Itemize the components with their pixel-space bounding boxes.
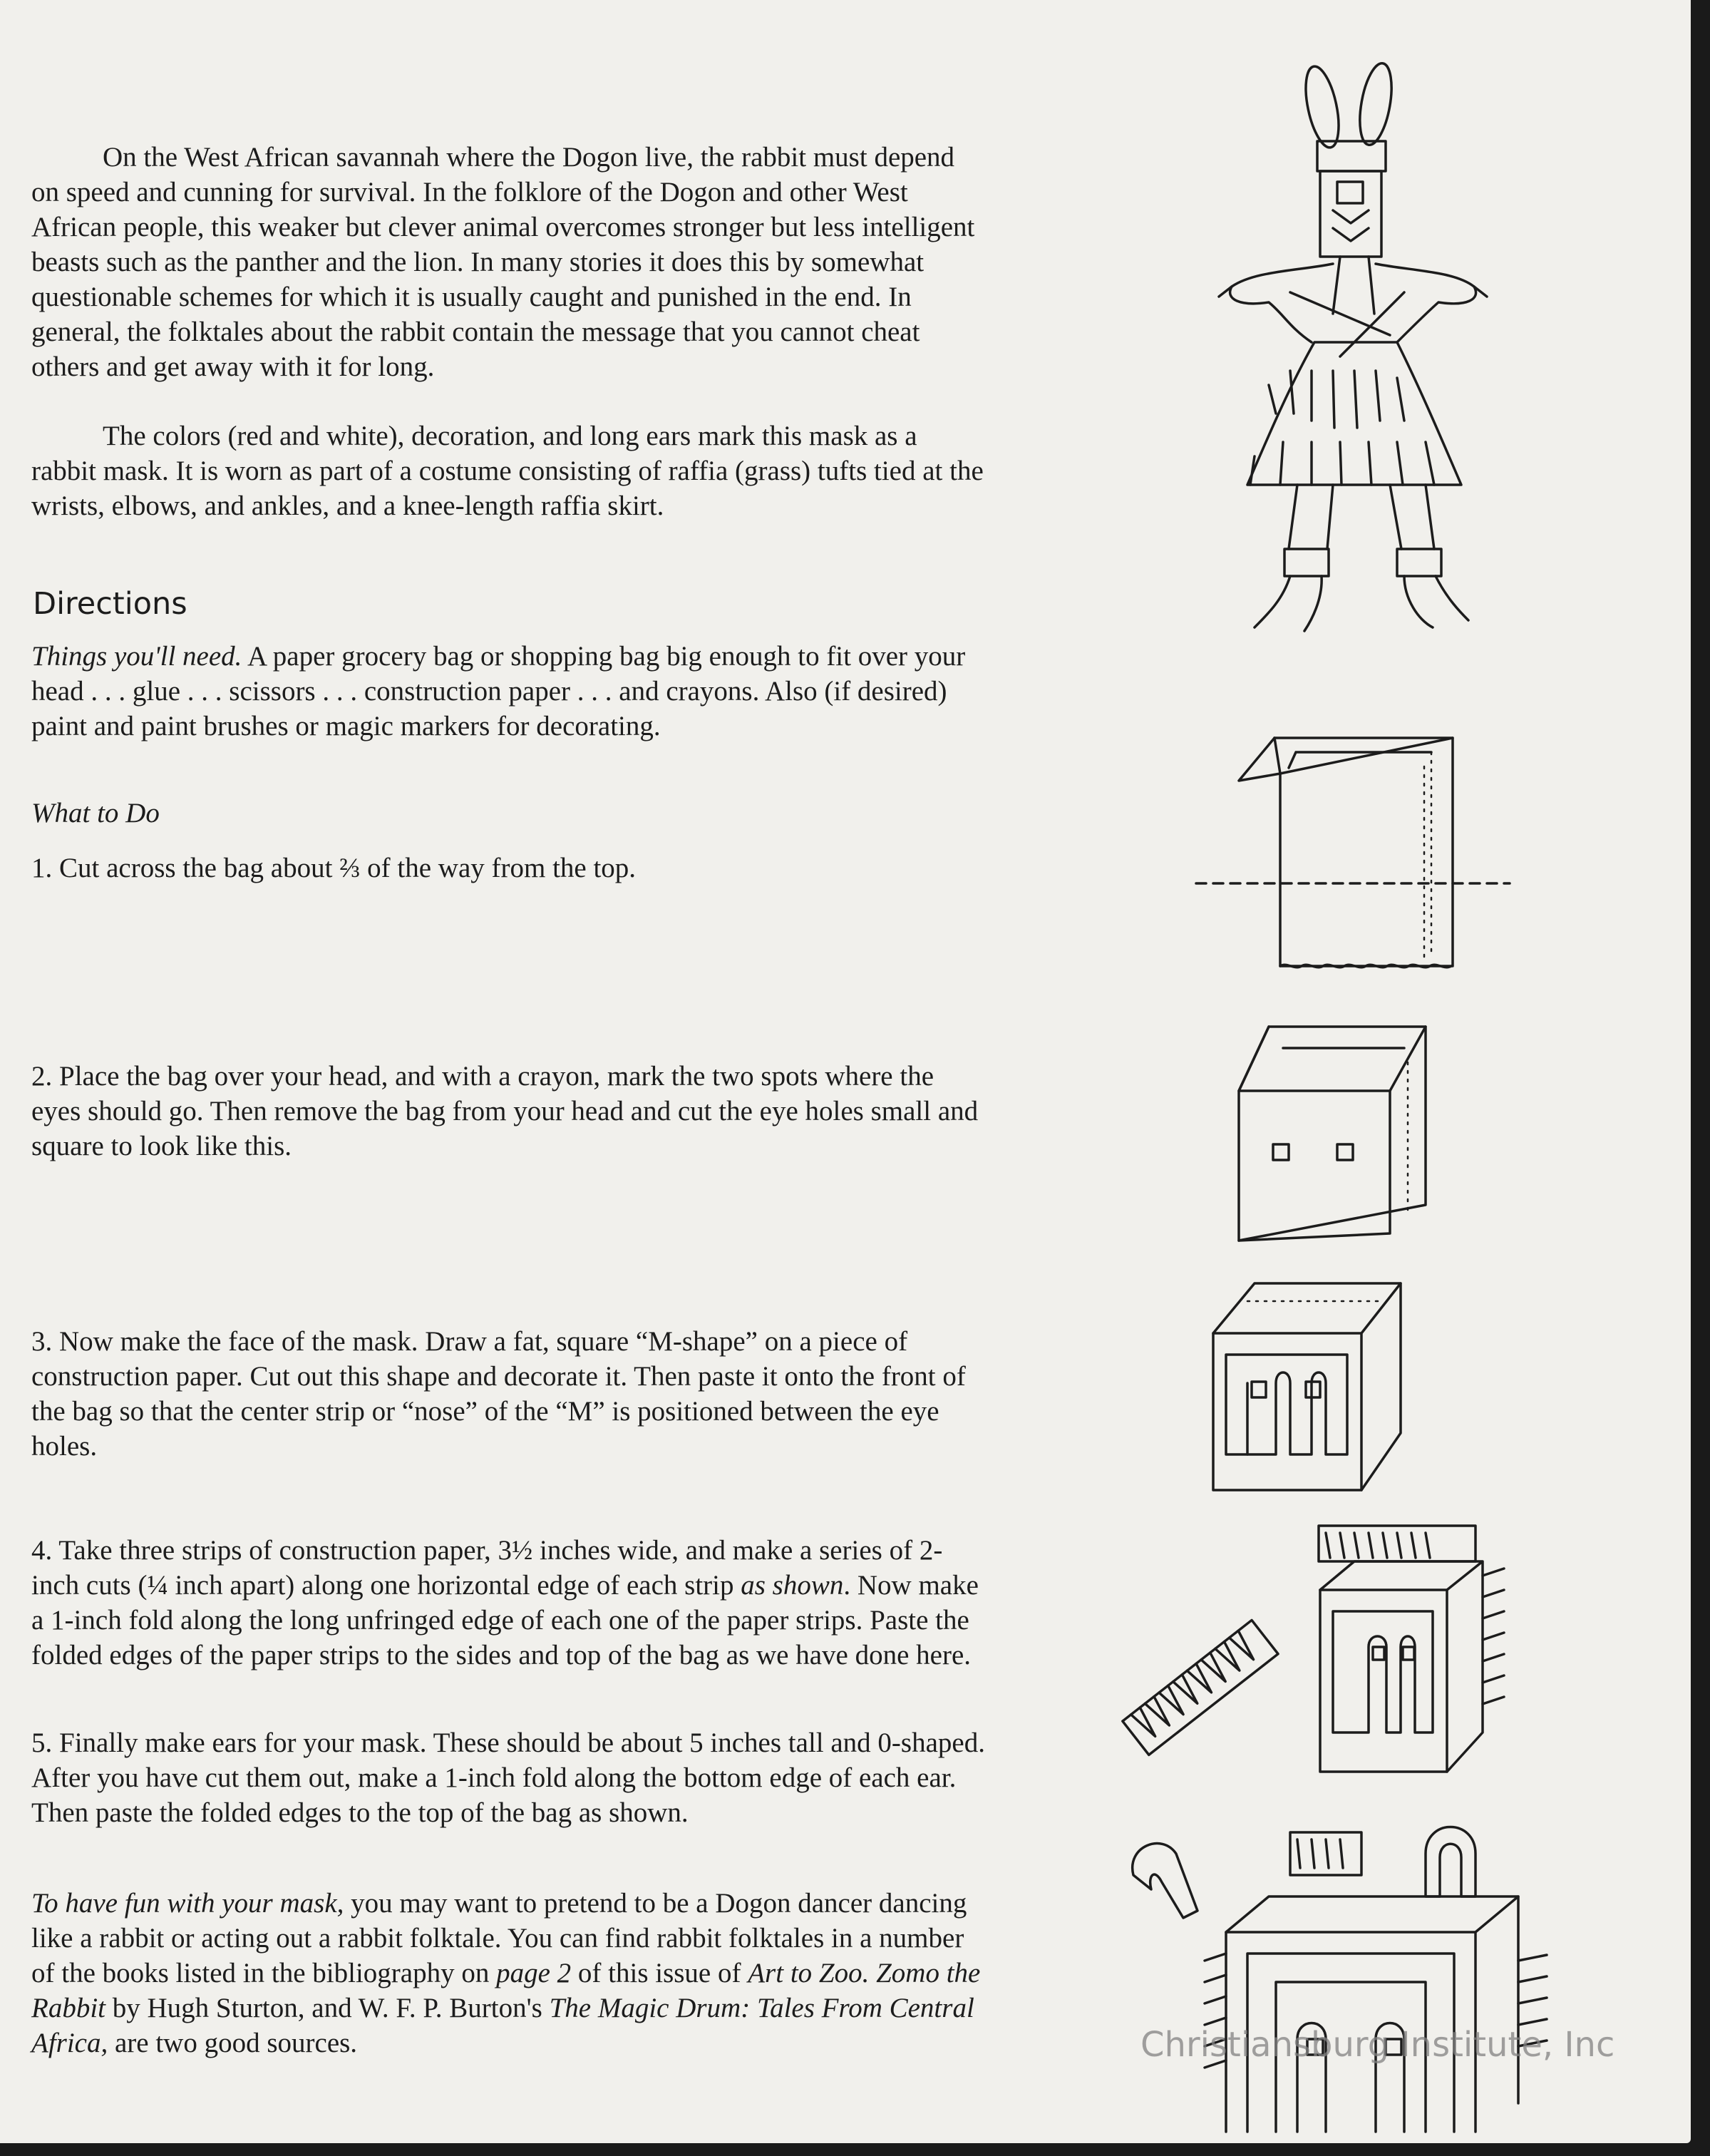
step-2: 2. Place the bag over your head, and with a crayon, mark the two spots where the eyes should go. Then remove the bag from your head and cut the eye holes small and square to look like this. <box>31 1061 979 1161</box>
step-5: 5. Finally make ears for your mask. These should be about 5 inches tall and 0-shaped. After you have cut them out, make a 1-inch fold along the bottom edge of each ear. Then paste the folded edges to the top of the bag as shown. <box>31 1728 985 1828</box>
closing-text-c: by Hugh Sturton, and W. F. P. Burton's <box>105 1993 550 2023</box>
step-1-bag-illustration <box>1189 724 1517 991</box>
what-to-do-subheading: What to Do <box>31 798 160 828</box>
things-needed-text: A paper grocery bag or shopping bag big enough to fit over your head . . . glue . . . scissors . . . construction paper . . . and crayons. Also (if desired) paint and paint brushes or magic markers for decorating. <box>31 641 966 741</box>
step-4-text-a: 4. Take three strips of construction paper, 3½ inches wide, and make a series of 2-inch cuts (¼ inch apart) along one horizontal edge of each strip <box>31 1535 943 1601</box>
closing-lead: To have fun with your mask, <box>31 1888 344 1919</box>
step-4-text-b: . Now make a 1-inch fold along the long unfringed edge of each one of the paper strips. Paste the folded edges of the paper strips to the sides and top of the bag as we have done here. <box>31 1570 979 1670</box>
things-needed-lead: Things you'll need. <box>31 641 242 672</box>
directions-heading: Directions <box>33 586 187 622</box>
closing-text-d: are two good sources. <box>108 2028 358 2058</box>
things-needed-paragraph <box>31 639 987 744</box>
step-4-bag-illustration <box>1105 1519 1533 1786</box>
closing-text-a: you may want to pretend to be a Dogon dancer dancing like a rabbit or acting out a rabbit folktale. You can find rabbit folktales in a number of the books listed in the bibliography on <box>31 1888 967 1988</box>
watermark: Christiansburg Institute, Inc <box>1140 2025 1615 2065</box>
closing-paragraph <box>31 1886 987 2060</box>
step-1: 1. Cut across the bag about ⅔ of the way from the top. <box>31 853 637 883</box>
rabbit-dancer-illustration <box>1162 57 1533 645</box>
step-2-bag-illustration <box>1205 1020 1447 1251</box>
step-4-emphasis: as shown <box>741 1570 844 1601</box>
closing-text-b: of this issue of <box>571 1958 748 1988</box>
step-3-bag-illustration <box>1205 1276 1426 1508</box>
intro-paragraph-1: On the West African savannah where the Dogon live, the rabbit must depend on speed and cunning for survival. In the folklore of the Dogon and other West African people, this weaker but clever animal overcomes stronger but less intelligent beasts such as the panther and the lion. In many stories it does this by somewhat questionable schemes for which it is usually caught and punished in the end. In general, the folktales about the rabbit contain the message that you cannot cheat others and get away with it for long. <box>31 142 975 382</box>
closing-magazine: Art to Zoo. Zomo the Rabbit <box>31 1958 981 2023</box>
intro-paragraph-2: The colors (red and white), decoration, and long ears mark this mask as a rabbit mask. It is worn as part of a costume consisting of raffia (grass) tufts tied at the wrists, elbows, and ankles, and a knee-length raffia skirt. <box>31 421 984 521</box>
closing-page-ref: page 2 <box>496 1958 572 1988</box>
step-4 <box>31 1533 987 1673</box>
step-5-bag-illustration <box>1119 1818 1561 2135</box>
step-3: 3. Now make the face of the mask. Draw a fat, square “M-shape” on a piece of construction paper. Cut out this shape and decorate it. Then paste it onto the front of the bag so that the center strip or “nose” of the “M” is positioned between the eye holes. <box>31 1326 966 1462</box>
closing-book-title: The Magic Drum: Tales From Central Africa, <box>31 1993 974 2058</box>
